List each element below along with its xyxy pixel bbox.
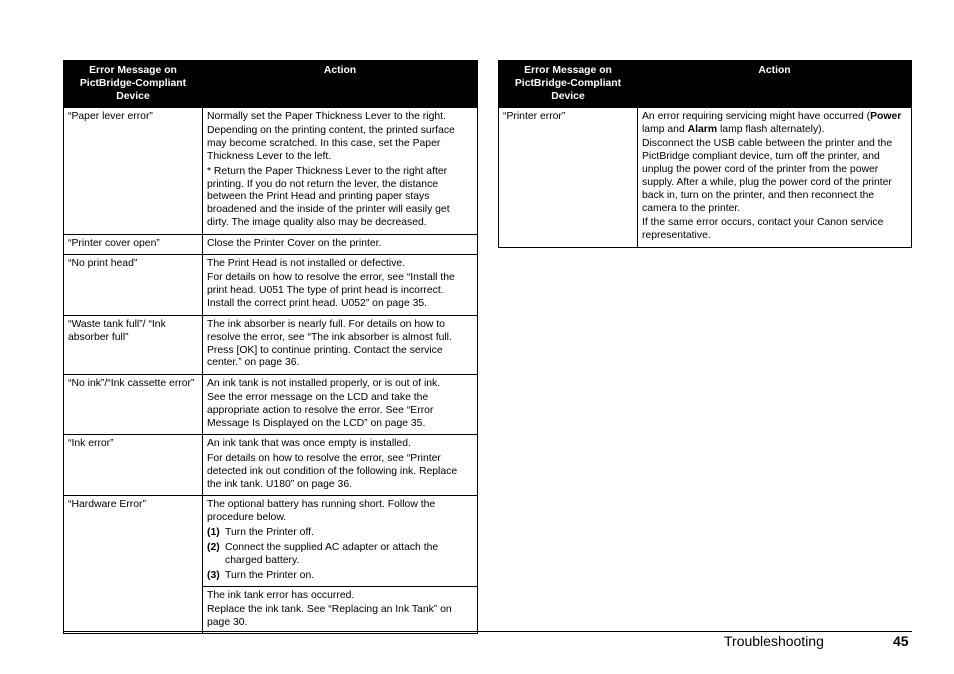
right-error-table [498, 60, 912, 248]
text-run: An error requiring servicing might have occurred ( [642, 111, 871, 122]
error-message-cell: “Paper lever error” [64, 108, 203, 235]
table-row [64, 234, 478, 254]
step-text: Turn the Printer off. [225, 526, 314, 538]
action-text: The ink absorber is nearly full. For details on how to resolve the error, see “The ink absorber is almost full. Press [OK] to continue printing. Contact the service center.” on page 36. [207, 318, 452, 369]
power-lamp-label: Power [870, 111, 902, 122]
action-text: For details on how to resolve the error, see “Install the print head. U051 The type of print head is incorrect. Install the correct print head. U052” on page 35. [207, 272, 455, 310]
left-error-table [63, 60, 478, 634]
step-text: Turn the Printer on. [225, 569, 315, 581]
table-row [499, 108, 912, 248]
action-text: An ink tank that was once empty is installed. [207, 438, 411, 450]
action-cell [203, 315, 478, 374]
procedure-step [207, 527, 473, 540]
step-number: (1) [207, 526, 220, 538]
action-text: The optional battery has running short. Follow the procedure below. [207, 499, 436, 523]
action-cell [203, 234, 478, 254]
error-message-cell: “No print head” [64, 255, 203, 316]
action-text: The ink tank error has occurred. [207, 589, 355, 601]
action-note: * Return the Paper Thickness Lever to the right after printing. If you do not return the lever, the distance between the Print Head and printing paper stays broadened and the inside of the printer will easily get dirty. The image quality also may be decreased. [207, 165, 450, 229]
column-header-message: Error Message on PictBridge-Compliant Device [64, 61, 203, 108]
table-header-row [64, 61, 478, 108]
action-text: See the error message on the LCD and take the appropriate action to resolve the error. See “Error Message Is Displayed on the LCD” on page 35. [207, 392, 434, 430]
table-row [64, 108, 478, 235]
table-row [64, 496, 478, 586]
action-cell [203, 496, 478, 586]
error-message-cell: “Printer error” [499, 108, 638, 248]
step-text: Connect the supplied AC adapter or attach the charged battery. [225, 541, 439, 566]
action-text: If the same error occurs, contact your Canon service representative. [642, 217, 884, 242]
action-text: Replace the ink tank. See “Replacing an Ink Tank” on page 30. [207, 603, 452, 628]
step-number: (2) [207, 541, 220, 553]
column-header-action: Action [203, 61, 478, 108]
action-cell [203, 255, 478, 316]
step-number: (3) [207, 569, 220, 581]
action-cell [203, 374, 478, 435]
error-message-cell: “Waste tank full”/ “Ink absorber full” [64, 315, 203, 374]
text-run: lamp and [642, 123, 688, 135]
table-row [64, 255, 478, 316]
procedure-step [207, 542, 473, 568]
page-number: 45 [893, 633, 909, 649]
alarm-lamp-label: Alarm [687, 123, 718, 135]
action-text: Normally set the Paper Thickness Lever to the right. [207, 111, 446, 122]
footer-divider [63, 631, 912, 632]
error-message-cell: “Hardware Error” [64, 496, 203, 634]
action-text: An ink tank is not installed properly, or is out of ink. [207, 377, 441, 389]
action-text: Depending on the printing content, the printed surface may become scratched. In this case, set the Paper Thickness Lever to the left. [207, 125, 455, 163]
action-cell [638, 108, 912, 248]
error-message-cell: “Ink error” [64, 435, 203, 496]
procedure-step [207, 570, 473, 583]
action-text: The Print Head is not installed or defective. [207, 258, 406, 270]
error-message-cell: “No ink”/“Ink cassette error” [64, 374, 203, 435]
footer-section-title: Troubleshooting [724, 633, 824, 649]
action-cell [203, 108, 478, 235]
table-header-row [499, 61, 912, 108]
action-cell [203, 586, 478, 634]
table-row [64, 374, 478, 435]
text-run: lamp flash alternately). [717, 123, 825, 135]
action-text: For details on how to resolve the error, see “Printer detected ink out condition of the following ink. Replace the ink tank. U180” on page 36. [207, 452, 458, 490]
action-cell [203, 435, 478, 496]
column-header-message: Error Message on PictBridge-Compliant Device [499, 61, 638, 108]
table-row [64, 435, 478, 496]
action-text [642, 111, 907, 137]
column-header-action: Action [638, 61, 912, 108]
error-message-cell: “Printer cover open” [64, 234, 203, 254]
table-row [64, 315, 478, 374]
action-text: Close the Printer Cover on the printer. [207, 237, 382, 249]
action-text: Disconnect the USB cable between the printer and the PictBridge compliant device, turn off the printer, and unplug the power cord of the printer from the power supply. After a while, plug the power cord of the printer back in, turn on the printer, and then reconnect the camera to the printer. [642, 138, 893, 214]
